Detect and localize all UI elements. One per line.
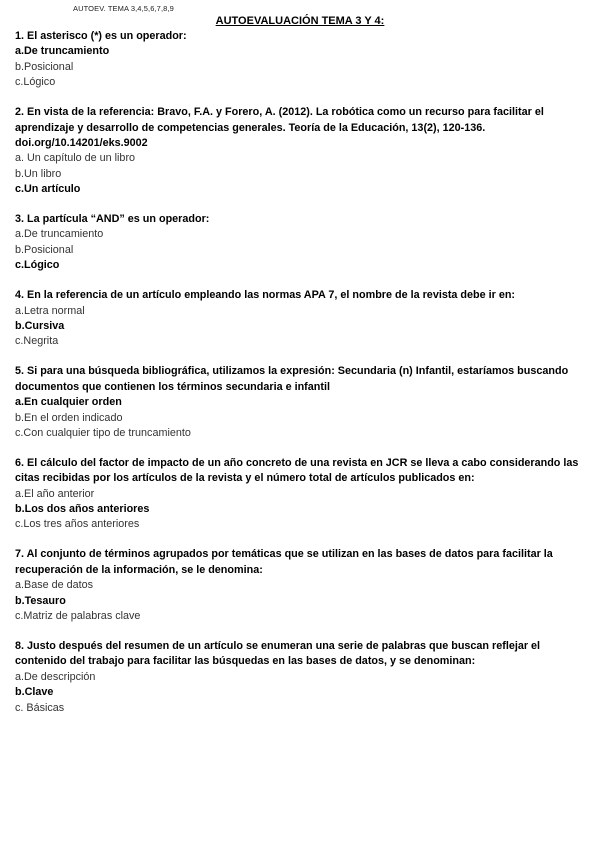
option-b: b.Posicional	[15, 60, 74, 73]
option-a: a.El año anterior	[15, 487, 95, 500]
question-7	[15, 547, 590, 624]
question-text: 5. Si para una búsqueda bibliográfica, utilizamos la expresión: Secundaria (n) Infantil, estaríamos buscando documentos que contienen los términos secundaria e infantil	[15, 365, 569, 393]
question-1	[15, 29, 590, 91]
option-b: b.Posicional	[15, 243, 74, 256]
question-text: 1. El asterisco (*) es un operador:	[15, 30, 187, 42]
option-b: b.Cursiva	[15, 320, 65, 332]
option-a: a.De truncamiento	[15, 45, 110, 58]
question-5	[15, 364, 590, 441]
option-c: c.Negrita	[15, 335, 59, 348]
option-b: b.Los dos años anteriores	[15, 503, 150, 516]
option-a: a. Un capítulo de un libro	[15, 152, 136, 165]
option-b: b.Un libro	[15, 167, 62, 180]
question-4	[15, 288, 590, 350]
option-c: c.Con cualquier tipo de truncamiento	[15, 426, 191, 439]
question-text: 6. El cálculo del factor de impacto de un año concreto de una revista en JCR se lleva a cabo considerando las citas recibidas por los artículos de la revista y el número total de artículos publicados en:	[15, 456, 579, 485]
question-text: 3. La partícula “AND” es un operador:	[15, 213, 210, 226]
question-2	[15, 105, 590, 197]
page-title: AUTOEVALUACIÓN TEMA 3 Y 4:	[215, 15, 385, 27]
option-c: c.Un artículo	[15, 183, 81, 196]
document-header: AUTOEV. TEMA 3,4,5,6,7,8,9	[73, 4, 174, 13]
option-a: a.Letra normal	[15, 304, 85, 317]
question-text: 4. En la referencia de un artículo empleando las normas APA 7, el nombre de la revista debe ir en:	[15, 289, 516, 302]
option-c: c.Los tres años anteriores	[15, 518, 140, 531]
option-c: c.Matriz de palabras clave	[15, 610, 141, 622]
option-c: c.Lógico	[15, 76, 56, 89]
question-text: 7. Al conjunto de términos agrupados por temáticas que se utilizan en las bases de datos para facilitar la recuperación de la información, se le denomina:	[15, 548, 553, 576]
option-c: c. Básicas	[15, 701, 65, 714]
question-list	[15, 29, 590, 730]
option-a: a.En cualquier orden	[15, 396, 122, 409]
option-b: b.Clave	[15, 686, 54, 699]
question-text: 2. En vista de la referencia: Bravo, F.A. y Forero, A. (2012). La robótica como un recurso para facilitar el aprendizaje y desarrollo de competencias generales. Teoría de la Educación, 13(2), 120-136. doi.org/10.14201/eks.9002	[15, 106, 544, 149]
question-text: 8. Justo después del resumen de un artículo se enumeran una serie de palabras que buscan reflejar el contenido del trabajo para facilitar las búsquedas en las bases de datos, y se denominan:	[15, 639, 541, 668]
question-6	[15, 456, 590, 533]
option-b: b.Tesauro	[15, 594, 66, 607]
option-b: b.En el orden indicado	[15, 411, 123, 424]
option-a: a.De truncamiento	[15, 228, 104, 241]
question-8	[15, 639, 590, 716]
option-a: a.Base de datos	[15, 579, 94, 592]
option-c: c.Lógico	[15, 259, 60, 272]
question-3	[15, 212, 590, 274]
option-a: a.De descripción	[15, 670, 96, 683]
